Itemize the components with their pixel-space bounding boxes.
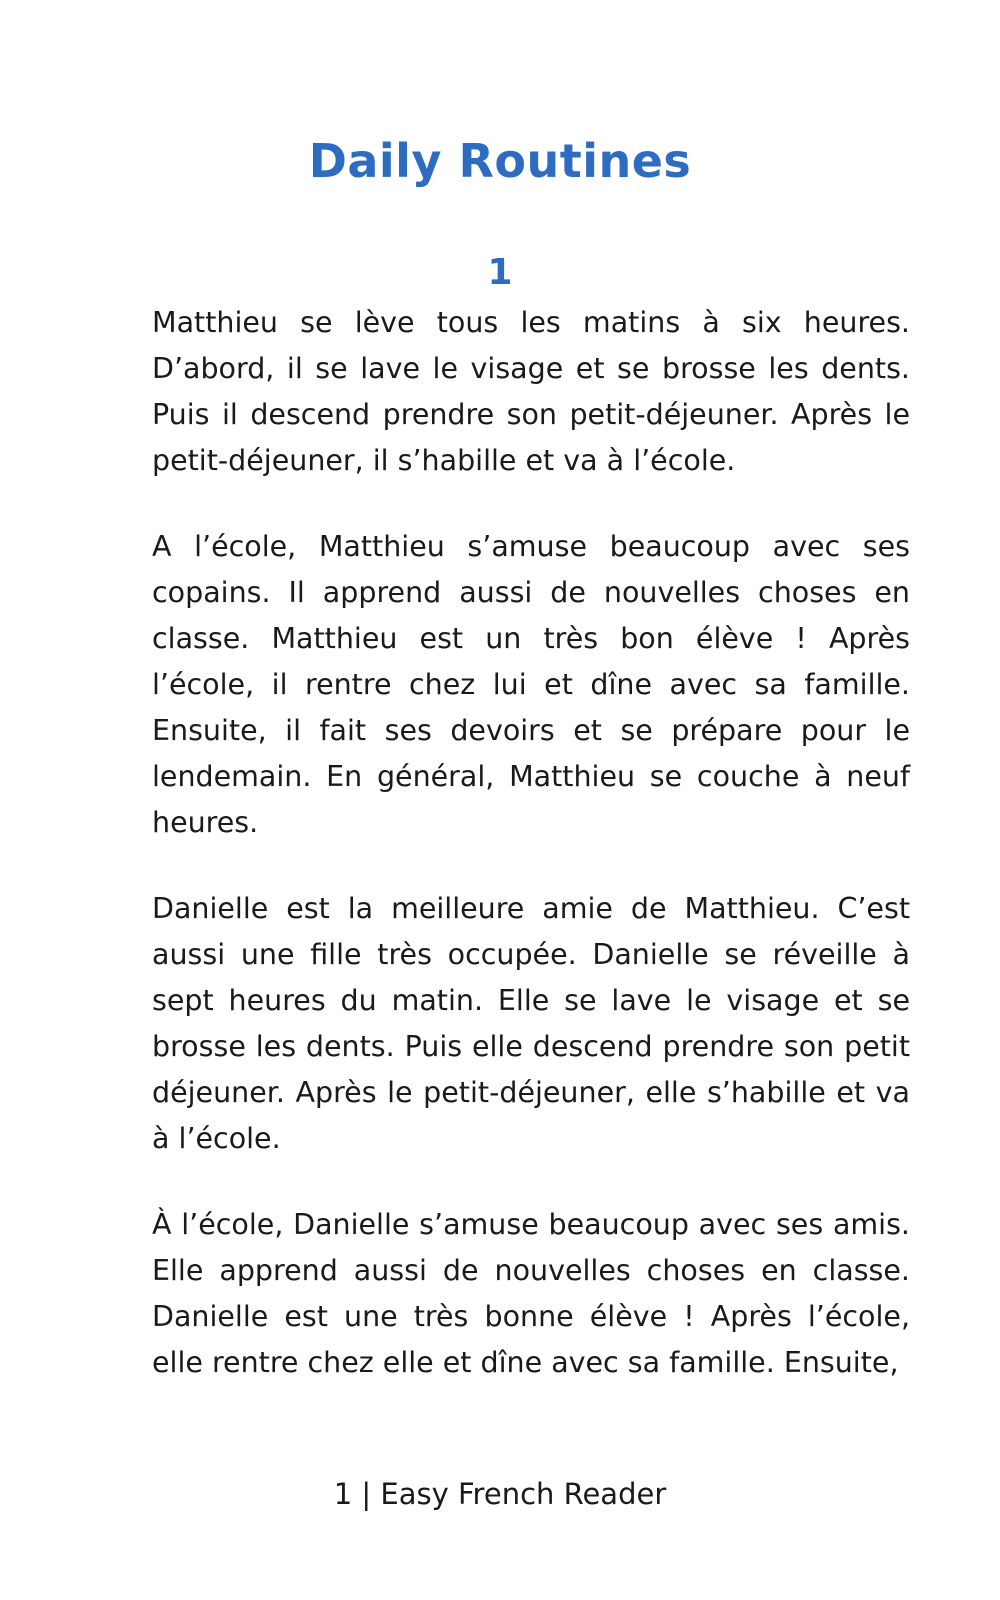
paragraph: Matthieu se lève tous les matins à six heures. D’abord, il se lave le visage et se brosse les dents. Puis il descend prendre son petit-déjeuner. Après le petit-déjeuner, il s’habille et va à l’école. [152, 306, 910, 477]
paragraph: À l’école, Danielle s’amuse beaucoup avec ses amis. Elle apprend aussi de nouvelles choses en classe. Danielle est une très bonne élève ! Après l’école, elle rentre chez elle et dîne avec sa famille. Ensuite, [152, 1208, 910, 1379]
page-footer: 1 | Easy French Reader [333, 1477, 667, 1511]
chapter-number: 1 [487, 252, 513, 293]
body-text [152, 300, 910, 1426]
page-title: Daily Routines [308, 134, 692, 188]
paragraph: A l’école, Matthieu s’amuse beaucoup avec ses copains. Il apprend aussi de nouvelles choses en classe. Matthieu est un très bon élève ! Après l’école, il rentre chez lui et dîne avec sa famille. Ensuite, il fait ses devoirs et se prépare pour le lendemain. En général, Matthieu se couche à neuf heures. [152, 530, 910, 839]
paragraph: Danielle est la meilleure amie de Matthieu. C’est aussi une fille très occupée. Danielle se réveille à sept heures du matin. Elle se lave le visage et se brosse les dents. Puis elle descend prendre son petit déjeuner. Après le petit-déjeuner, elle s’habille et va à l’école. [152, 892, 910, 1155]
